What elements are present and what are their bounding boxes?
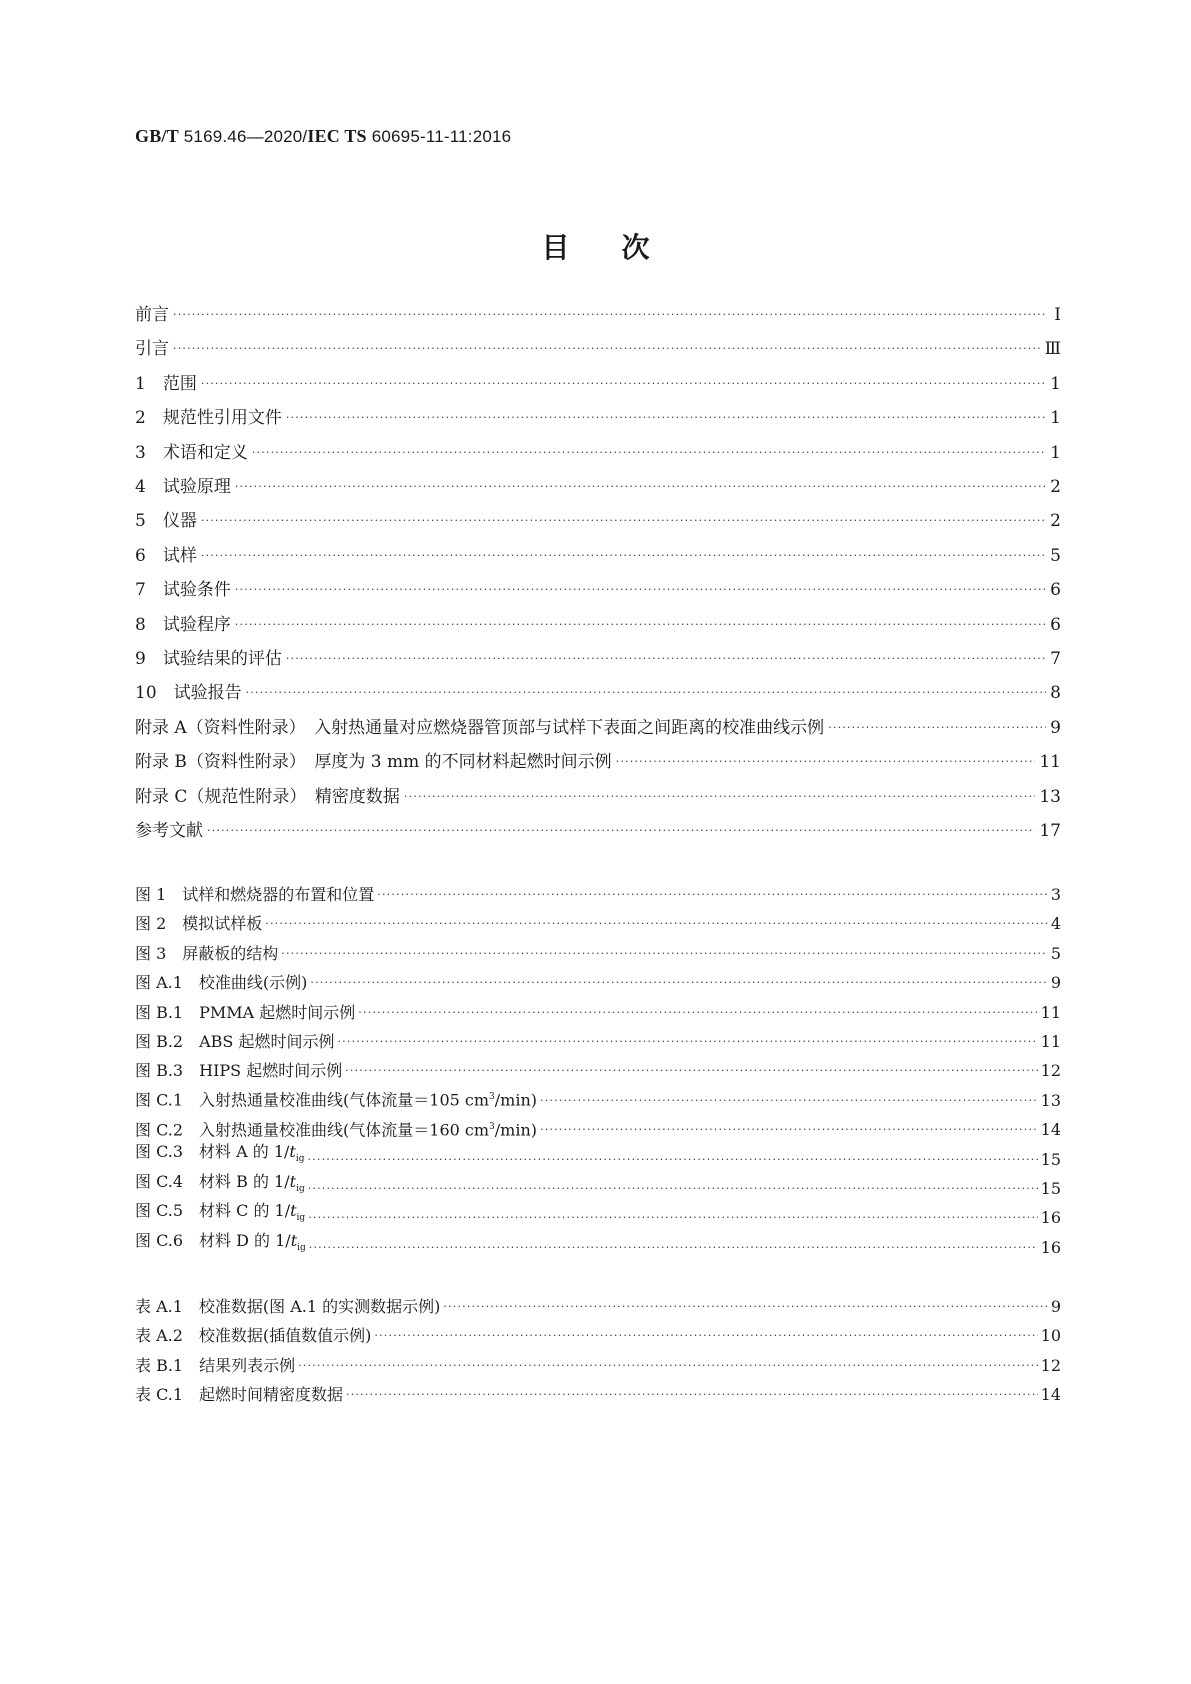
toc-entry-page: 1 [1050,442,1061,463]
toc-entry-page: 15 [1040,1179,1061,1198]
toc-entry-page: 15 [1040,1149,1061,1169]
toc-entry[interactable] [135,336,1061,362]
toc-entry-label [135,1084,537,1113]
dot-leader [404,784,1035,810]
toc-entry-page: 16 [1040,1237,1061,1257]
toc-entry[interactable] [135,749,1061,775]
toc-entry[interactable] [135,612,1061,638]
toc-entry-label [135,336,169,362]
page-title: 目次 [541,231,702,264]
dot-leader [235,577,1046,603]
toc-entry-text: 表 A.1 校准数据(图 A.1 的实测数据示例) [135,1297,441,1316]
toc-entry-page: 10 [1040,1326,1061,1346]
toc-entry-label [135,970,307,996]
dot-leader [286,405,1046,431]
toc-entry-label [135,818,203,844]
dot-leader [207,818,1035,844]
dot-leader [246,680,1047,706]
dot-leader [308,1147,1038,1173]
toc-entry[interactable] [135,715,1061,741]
toc-entry-text: 10 试验报告 [135,683,242,704]
toc-entry[interactable] [135,440,1061,466]
toc-entry-page: 9 [1050,973,1061,993]
toc-entry-label [135,440,248,466]
toc-entry-text: 8 试验程序 [135,614,231,635]
toc-entry-page: 3 [1050,885,1061,904]
iec-code: IEC TS [307,126,367,146]
toc-entry-label [135,1353,295,1379]
toc-entry-label [135,1198,305,1231]
toc-entry-text: 图 C.4 材料 B 的 1/ [135,1171,290,1191]
toc-entry-page: 12 [1040,1355,1061,1375]
toc-entry[interactable] [135,1382,1061,1408]
toc-entry-page: 5 [1050,545,1061,566]
toc-entry-label [135,543,197,569]
dot-leader [377,882,1048,908]
toc-entry-label [135,577,231,603]
toc-entry-text: 图 C.1 入射热通量校准曲线(气体流量＝105 cm [135,1090,490,1110]
toc-entry-text: 3 术语和定义 [135,442,248,463]
toc-entry[interactable] [135,970,1061,996]
subscript: ig [296,1184,305,1194]
toc-entry-page: Ⅲ [1044,339,1061,360]
toc-entry[interactable] [135,543,1061,569]
dot-leader [308,1205,1037,1231]
toc-entry[interactable] [135,911,1061,937]
toc-entry-label [135,941,278,967]
superscript: 3 [489,1121,495,1132]
toc-entry-label [135,1228,306,1261]
toc-entry-page: 9 [1050,1297,1061,1316]
variable-t: t [289,1171,297,1191]
subscript: ig [297,1242,306,1253]
toc-entry-label [135,1000,355,1026]
toc-entry[interactable] [135,1230,1061,1261]
toc-entry-text: 图 B.2 ABS 起燃时间示例 [135,1032,335,1051]
toc-entry-text: 表 C.1 起燃时间精密度数据 [135,1385,344,1405]
dot-leader [309,1235,1038,1261]
toc-entry-text: 图 C.5 材料 C 的 1/ [135,1201,291,1221]
subscript: ig [295,1154,305,1165]
toc-entry-label [135,1382,343,1408]
dot-leader [310,970,1047,996]
toc-entry-page: 17 [1039,821,1061,841]
superscript: 3 [489,1092,495,1103]
toc-entry-text: 附录 A（资料性附录） 入射热通量对应燃烧器管顶部与试样下表面之间距离的校准曲线示例 [135,717,825,738]
toc-entry[interactable] [135,508,1061,534]
toc-entry-page: 11 [1040,1032,1061,1051]
toc-entry-label [135,1169,305,1202]
toc-entry-label [135,911,262,937]
dot-leader [540,1117,1038,1143]
toc-entry-label [135,749,612,775]
toc-entry-label [135,715,824,741]
dot-leader [443,1294,1047,1320]
toc-entry-text: 图 C.2 入射热通量校准曲线(气体流量＝160 cm [135,1120,490,1140]
toc-entry-text: 图 C.3 材料 A 的 1/ [135,1142,290,1162]
toc-entry-text: 图 2 模拟试样板 [135,914,263,934]
toc-entry[interactable] [135,646,1061,672]
toc-entry-page: 2 [1050,511,1061,532]
dot-leader [540,1088,1038,1114]
toc-entry-text: 1 范围 [135,373,197,394]
toc-entry-text: 7 试验条件 [135,580,231,601]
toc-entry[interactable] [135,405,1061,431]
toc-entry-label [135,1029,334,1055]
toc-entry-page: 13 [1039,786,1061,807]
toc-entry-label [135,508,197,534]
toc-entry-label [135,405,282,431]
toc-entry-page: 12 [1040,1061,1061,1081]
toc-entry-page: Ⅰ [1054,305,1061,325]
standard-code: GB/T [135,126,179,146]
toc-entry-text: 5 仪器 [135,511,197,532]
toc-entry-page: 5 [1050,943,1061,963]
dot-leader [235,474,1046,500]
dot-leader [346,1382,1038,1408]
toc-entry-label [135,302,169,328]
variable-t: t [290,1230,298,1250]
toc-entry-page: 7 [1050,649,1061,669]
toc-entry-text: 表 A.2 校准数据(插值数值示例) [135,1326,372,1346]
toc-entry-label [135,1323,371,1349]
dot-leader [201,371,1046,397]
toc-entry-label [135,680,242,706]
toc-entry-text: 附录 C（规范性附录） 精密度数据 [135,786,400,807]
dot-leader [374,1323,1037,1349]
toc-entry-text: 图 B.1 PMMA 起燃时间示例 [135,1002,356,1022]
toc-entry-label [135,371,197,397]
toc-entry-text: 前言 [135,305,169,325]
dot-leader [828,715,1046,741]
toc-entry-label [135,784,400,810]
variable-t: t [290,1201,297,1221]
toc-entry[interactable] [135,1058,1061,1084]
dot-leader [235,612,1046,638]
toc-entry-text: 图 3 屏蔽板的结构 [135,943,279,963]
toc-entry[interactable] [135,1294,1061,1320]
subscript: ig [296,1213,306,1224]
toc-entry-page: 6 [1050,580,1061,601]
toc-entry-text: 图 1 试样和燃烧器的布置和位置 [135,885,375,904]
dot-leader [252,440,1046,466]
toc-entry-label [135,1058,342,1084]
toc-entry-text: 图 A.1 校准曲线(示例) [135,973,308,993]
toc-entry-text: 6 试样 [135,545,197,566]
variable-t: t [289,1142,296,1162]
iec-number: 60695-11-11:2016 [371,127,512,146]
toc-entry-page: 14 [1040,1385,1061,1405]
toc-entry[interactable] [135,784,1061,810]
toc-entry-label [135,882,374,908]
standard-number: 5169.46—2020/ [183,127,308,146]
toc-entry-page: 1 [1050,408,1061,429]
toc-entry-label [135,612,231,638]
toc-entry[interactable] [135,302,1061,328]
toc-entry[interactable] [135,1029,1061,1055]
dot-leader [265,911,1048,937]
toc-entry-text: 表 B.1 结果列表示例 [135,1355,296,1375]
toc-entry-page: 16 [1040,1208,1061,1228]
dot-leader [173,336,1041,362]
dot-leader [281,941,1048,967]
toc-entry-page: 8 [1050,683,1061,704]
toc-entry-page: 9 [1050,717,1061,738]
toc-entry-page: 11 [1040,1002,1061,1022]
toc-entry[interactable] [135,941,1061,967]
toc-entry[interactable] [135,577,1061,603]
toc-entry[interactable] [135,1088,1061,1114]
dot-leader [298,1353,1038,1379]
toc-entry-page: 11 [1039,752,1061,773]
dot-leader [308,1176,1038,1202]
toc-entry-page: 4 [1050,914,1061,934]
toc-entry-label [135,1294,440,1320]
toc-entry[interactable] [135,1353,1061,1379]
toc-entry-text: 图 C.6 材料 D 的 1/ [135,1230,291,1250]
toc-entry-label [135,474,231,500]
dot-leader [345,1058,1037,1084]
toc-entry[interactable] [135,474,1061,500]
toc-entry-label [135,646,282,672]
toc-entry-page: 6 [1050,614,1061,635]
toc-entry[interactable] [135,371,1061,397]
toc-entry-text: 4 试验原理 [135,477,231,497]
toc-entry-page: 13 [1040,1090,1061,1110]
toc-entry[interactable] [135,1000,1061,1026]
toc-entry-text-tail: /min) [494,1120,537,1140]
dot-leader [201,508,1046,534]
toc-entry-text: 9 试验结果的评估 [135,649,282,669]
toc-entry-text: 附录 B（资料性附录） 厚度为 3 mm 的不同材料起燃时间示例 [135,752,612,773]
toc-entry[interactable] [135,818,1061,844]
standard-header [135,126,511,147]
toc-entry-text-tail: /min) [494,1090,537,1110]
toc-entry-text: 参考文献 [135,821,203,841]
dot-leader [286,646,1046,672]
dot-leader [616,749,1036,775]
toc-entry-text: 2 规范性引用文件 [135,408,282,429]
dot-leader [201,543,1046,569]
toc-entry[interactable] [135,882,1061,908]
toc-entry-label [135,1139,305,1172]
toc-entry-page: 14 [1040,1120,1061,1140]
dot-leader [173,302,1047,328]
dot-leader [337,1029,1037,1055]
toc-entry-page: 1 [1050,373,1061,394]
toc-entry-page: 2 [1050,477,1061,497]
toc-entry[interactable] [135,1323,1061,1349]
dot-leader [358,1000,1037,1026]
toc-entry-text: 引言 [135,339,169,360]
toc-entry[interactable] [135,680,1061,706]
toc-entry-text: 图 B.3 HIPS 起燃时间示例 [135,1061,343,1081]
